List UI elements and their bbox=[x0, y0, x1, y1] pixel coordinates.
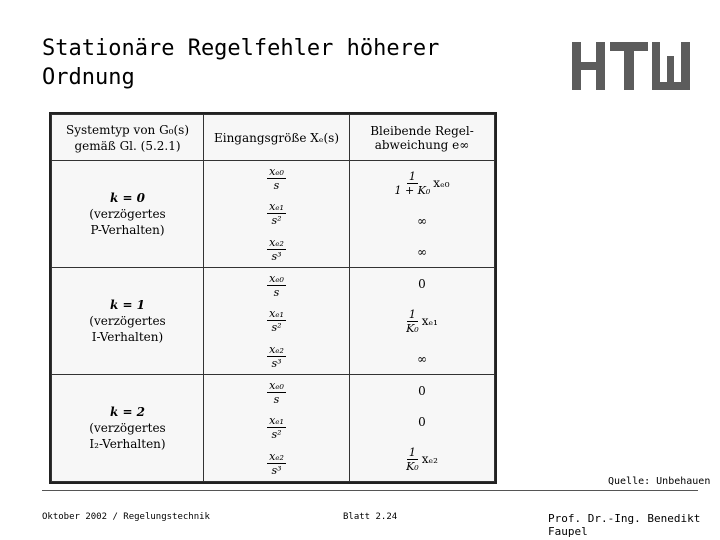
footer-author: Prof. Dr.-Ing. Benedikt Faupel bbox=[548, 512, 701, 538]
result-cell: 0 0 $\frac{1}{\text{K₀}}$ xₑ₂ bbox=[350, 375, 495, 482]
header-eingangsgroesse: Eingangsgröße Xₑ(s) bbox=[204, 115, 350, 161]
slide-title: Stationäre Regelfehler höherer Ordnung bbox=[42, 36, 440, 90]
footer-divider bbox=[42, 490, 698, 491]
htw-logo bbox=[572, 42, 690, 90]
result-cell: 0 $\frac{1}{\text{K₀}}$ xₑ₁ ∞ bbox=[350, 268, 495, 375]
reference-table bbox=[49, 112, 497, 484]
table-row bbox=[52, 161, 495, 268]
input-cell: $\frac{\text{xₑ₀}}{s}$ $\frac{\text{xₑ₁}}{\text{s²}}$ $\frac{\text{xₑ₂}}{\text{s³}}$ bbox=[204, 268, 350, 375]
table-row bbox=[52, 268, 495, 375]
system-type-cell: k = 0 (verzögertes P-Verhalten) bbox=[52, 161, 204, 268]
system-type-cell: k = 2 (verzögertes I₂-Verhalten) bbox=[52, 375, 204, 482]
header-systemtyp: Systemtyp von G₀(s) gemäß Gl. (5.2.1) bbox=[52, 115, 204, 161]
input-cell: $\frac{\text{xₑ₀}}{s}$ $\frac{\text{xₑ₁}}{\text{s²}}$ $\frac{\text{xₑ₂}}{\text{s³}}$ bbox=[204, 161, 350, 268]
source-note: Quelle: Unbehauen bbox=[608, 476, 711, 487]
footer-date-course: Oktober 2002 / Regelungstechnik bbox=[42, 512, 210, 522]
footer-page-number: Blatt 2.24 bbox=[343, 512, 398, 522]
table-row bbox=[52, 375, 495, 482]
header-regelabweichung: Bleibende Regel-abweichung e∞ bbox=[350, 115, 495, 161]
input-cell: $\frac{\text{xₑ₀}}{s}$ $\frac{\text{xₑ₁}}{\text{s²}}$ $\frac{\text{xₑ₂}}{\text{s³}}$ bbox=[204, 375, 350, 482]
result-cell: $\frac{1}{\text{1 + K₀}}$ xₑ₀ ∞ ∞ bbox=[350, 161, 495, 268]
system-type-cell: k = 1 (verzögertes I-Verhalten) bbox=[52, 268, 204, 375]
